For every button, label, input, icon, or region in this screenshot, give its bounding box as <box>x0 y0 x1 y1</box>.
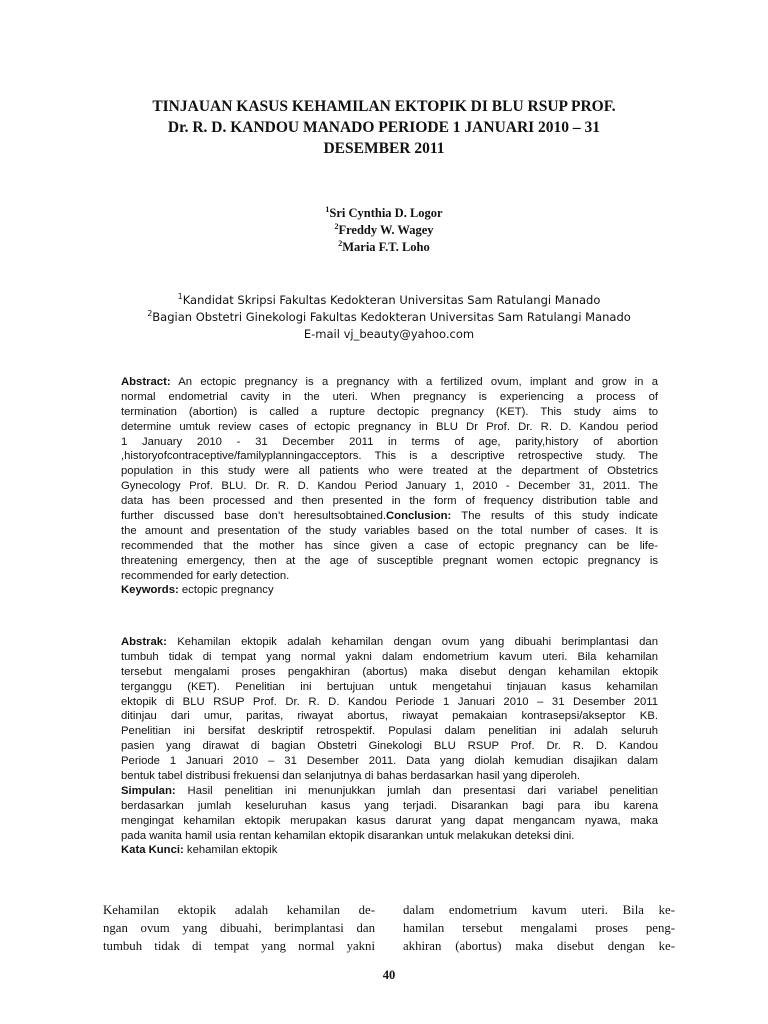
affiliation-2-text: Bagian Obstetri Ginekologi Fakultas Kedokteran Universitas Sam Ratulangi Manado <box>152 310 631 324</box>
abstract-english <box>121 375 658 598</box>
body-line: tumbuh tidak di tempat yang normal yakni <box>103 939 375 953</box>
page-number: 40 <box>382 968 396 982</box>
body-line: ngan ovum yang dibuahi, berimplantasi dan <box>103 921 375 935</box>
abstrak-line <box>121 635 658 650</box>
keywords-text: ectopic pregnancy <box>178 584 274 597</box>
affiliation-1-text: Kandidat Skripsi Fakultas Kedokteran Universitas Sam Ratulangi Manado <box>182 293 601 307</box>
affiliation-2-num: 2 <box>147 309 153 319</box>
author-2 <box>0 222 768 239</box>
body-line: akhiran (abortus) maka disebut dengan ke- <box>403 939 675 953</box>
paper-title <box>60 96 708 159</box>
author-3 <box>0 239 768 256</box>
abstrak-line: ektopik di BLU RSUP Prof. Dr. R. D. Kandou Periode 1 Januari 2010 – 31 Desember 2011 <box>121 695 658 708</box>
body-line: hamilan tersebut mengalami proses peng- <box>403 921 675 935</box>
keywords-label: Keywords: <box>121 584 179 597</box>
simpulan-line: pada wanita hamil usia rentan kehamilan ektopik disarankan untuk melakukan deteksi dini. <box>121 829 575 842</box>
abstrak-line: tersebut mengalami proses pengakhiran (abortus) maka disebut dengan kehamilan ektopik <box>121 665 658 678</box>
abstrak-line: ditinjau dari umur, paritas, riwayat abortus, riwayat pemakaian kontrasepsi/akseptor KB. <box>121 710 658 723</box>
abstract-line <box>121 509 658 524</box>
affiliation-2 <box>0 309 768 326</box>
abstract-line: data has been processed and then presented in the form of frequency distribution table and <box>121 495 658 508</box>
abstrak-label: Abstrak: <box>121 636 167 648</box>
abstrak-line: Periode 1 Januari 2010 – 31 Desember 2011. Data yang diolah kemudian disajikan dalam <box>121 755 658 768</box>
abstract-label: Abstract: <box>121 376 171 388</box>
simpulan-line <box>121 784 658 799</box>
conclusion-text: The results of this study indicate <box>451 510 658 523</box>
abstract-line: recommended that the mother has since given a case of ectopic pregnancy can be life- <box>121 539 658 552</box>
author-3-name: Maria F.T. Loho <box>342 240 430 254</box>
author-2-name: Freddy W. Wagey <box>338 223 434 237</box>
body-column-right <box>403 901 675 955</box>
simpulan-line: mengingat kehamilan ektopik merupakan kasus darurat yang dapat mengancam nyawa, maka <box>121 814 658 827</box>
affiliation-1 <box>0 292 768 309</box>
title-line-3: DESEMBER 2011 <box>323 140 445 157</box>
abstrak-text: Kehamilan ektopik adalah kehamilan dengan ovum yang dibuahi berimplantasi dan <box>166 636 658 648</box>
body-column-left <box>103 901 375 955</box>
abstract-text: An ectopic pregnancy is a pregnancy with a fertilized ovum, implant and grow in a <box>170 376 658 388</box>
abstract-text: further discussed base don’t heresultsobtained. <box>121 510 387 523</box>
body-line: dalam endometrium kavum uteri. Bila ke- <box>403 903 675 917</box>
abstrak-line: tumbuh tidak di tempat yang normal yakni dalam endometrium kavum uteri. Bila kehamilan <box>121 650 658 663</box>
abstract-line: termination (abortion) is called a rupture dectopic pregnancy (KET). This study aims to <box>121 405 658 418</box>
simpulan-line: berdasarkan jumlah keseluruhan kasus yang terjadi. Disarankan bagi para ibu karena <box>121 799 658 812</box>
conclusion-label: Conclusion: <box>386 510 452 523</box>
title-line-2: Dr. R. D. KANDOU MANADO PERIODE 1 JANUARI 2010 – 31 <box>167 119 601 136</box>
abstrak-line: bentuk tabel distribusi frekuensi dan selanjutnya di bahas berdasarkan hasil yang diperoleh. <box>121 770 581 783</box>
abstrak-line: pasien yang dirawat di bagian Obstetri Ginekologi BLU RSUP Prof. Dr. R. D. Kandou <box>121 740 658 753</box>
abstract-line: the amount and presentation of the study variables based on the total number of cases. It is <box>121 524 658 537</box>
abstract-line: determine umtuk review cases of ectopic pregnancy in BLU Dr Prof. Dr. R. D. Kandou period <box>121 420 658 433</box>
abstrak-line: Penelitian ini bersifat deskriptif retrospektif. Populasi dalam penelitian ini adalah seluruh <box>121 725 658 738</box>
abstract-line: 1 January 2010 - 31 December 2011 in terms of age, parity,history of abortion <box>121 435 658 448</box>
abstract-line: threatening emergency, then at the age of susceptible pregnant women ectopic pregnancy is <box>121 554 658 567</box>
abstrak-line: terganggu (KET). Penelitian ini bertujuan untuk mengetahui tinjauan kasus kehamilan <box>121 680 658 693</box>
abstract-line: recommended for early detection. <box>121 569 290 582</box>
author-1-name: Sri Cynthia D. Logor <box>329 206 443 220</box>
simpulan-text: Hasil penelitian ini menunjukkan jumlah dan presentasi dari variabel penelitian <box>175 784 658 797</box>
email: E-mail vj_beauty@yahoo.com <box>303 327 475 341</box>
simpulan-label: Simpulan: <box>121 784 176 797</box>
kata-kunci-label: Kata Kunci: <box>121 844 184 857</box>
author-3-affil-num: 2 <box>338 238 343 248</box>
abstract-line <box>121 375 658 390</box>
title-line-1: TINJAUAN KASUS KEHAMILAN EKTOPIK DI BLU RSUP PROF. <box>152 98 616 115</box>
kata-kunci-text: kehamilan ektopik <box>183 844 278 857</box>
body-line: Kehamilan ektopik adalah kehamilan de- <box>103 903 375 917</box>
author-list <box>0 205 768 256</box>
keywords-line <box>121 583 658 598</box>
affiliation-1-num: 1 <box>177 292 183 302</box>
abstract-line: ,historyofcontraceptive/familyplanningacceptors. This is a descriptive retrospective study. The <box>121 450 658 463</box>
abstract-indonesian <box>121 635 658 858</box>
abstract-line: population in this study were all patients who were treated at the department of Obstetrics <box>121 465 658 478</box>
abstract-line: normal endometrial cavity in the uteri. When pregnancy is experiencing a process of <box>121 390 658 403</box>
affiliations <box>0 292 768 343</box>
author-1-affil-num: 1 <box>325 204 330 214</box>
kata-kunci-line <box>121 843 658 858</box>
author-1 <box>0 205 768 222</box>
abstract-line: Gynecology Prof. BLU. Dr. R. D. Kandou Period January 1, 2010 - December 31, 2011. The <box>121 480 658 493</box>
author-2-affil-num: 2 <box>334 221 339 231</box>
